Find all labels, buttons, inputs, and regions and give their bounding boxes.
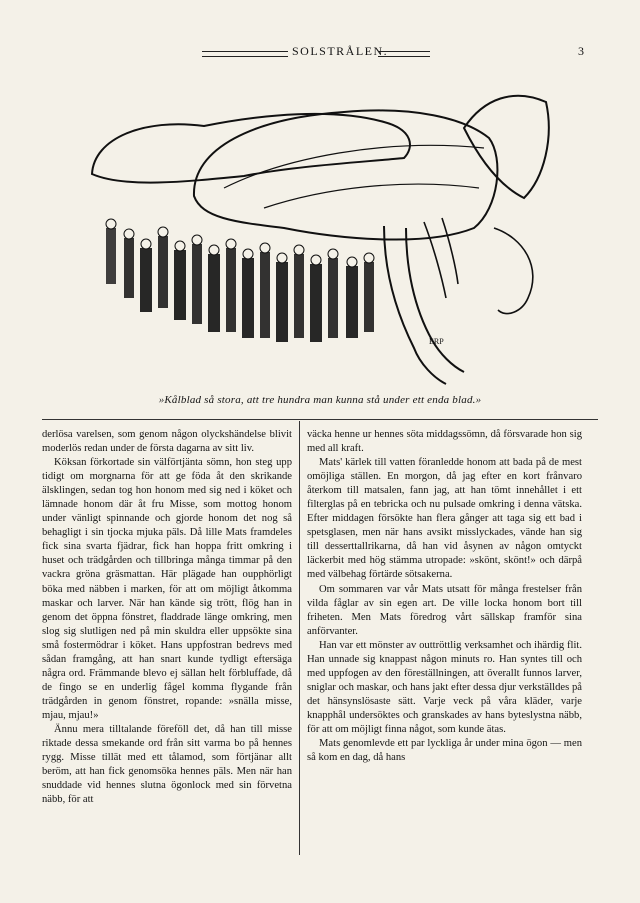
section-divider [42,419,598,420]
paragraph: väcka henne ur hennes söta middagssömn, då försvarade hon sig med all kraft. [307,429,582,455]
curled-leaf [494,228,533,314]
page-header [56,44,584,64]
paragraph: Mats genomlevde ett par lyckliga år under mina ögon — men så kom en dag, då hans [307,738,582,764]
header-rule-left [202,51,288,57]
right-column [307,428,582,765]
paragraph: Köksan förkortade sin välförtjänta sömn, hon steg upp tidigt om morgnarna för att ge föda åt den skrikande älsklingen, sedan tog hon honom med sig ned i köket och lämnade honom där åt fru Misse, som mottog honom under vänligt spinnande och gjorde honom det nog så behagligt i sin tjocka mjuka päls. Då lille Mats framdeles fick sina svarta fjädrar, fick han hoppa fritt omkring i huset och trädgården och tillbringa många timmar på den vackra gröna gräsmattan. Här plägade han oupphörligt böka med näbben i marken, för att om möjligt åtkomma maskar och larver. När han kände sig trött, flög han in genom det öppna fönstret, fladdrade länge omkring, men slog sig slutligen ned på min skuldra eller uppsökte sina små fostermödrar i köket. Hans uppfostran bedrevs med sådan framgång, att han snart kunde tydligt eftersäga några ord. Främmande blevo ej sällan helt förbluffade, då de fingo se en underlig fågel komma flygande från trädgården in genom fönstret, ropande: »snälla misse, mjau, mjau!» [42,457,292,721]
illustration-caption: »Kålblad så stora, att tre hundra man kunna stå under ett enda blad.» [158,394,482,406]
cabbage-leaf-1 [92,114,410,183]
paragraph: Han var ett mönster av outtröttlig verksamhet och ihärdig flit. Han unnade sig knappast någon minuts ro. Han syntes till och med uppfogen av den föreställningen, att överallt funnos larver, sniglar och maskar, och hans jakt efter dessa djur verkställdes på det hänsynslösaste sätt. Varje veck på våra kläder, varje knapphål undersöktes och granskades av hans byteslystna näbb, för att om möjligt finna något, som kunde ätas. [307,639,582,735]
page-number: 3 [578,44,584,58]
leaf-vein [224,145,484,188]
leaf-vein-2 [264,184,479,208]
left-column [42,428,292,807]
header-rule-right [378,51,430,57]
paragraph: Mats' kärlek till vatten föranledde honom att bada på de mest omöjliga ställen. En morgon, då jag efter en kort frånvaro återkom till matsalen, fann jag, att han tömt innehållet i ett filterglas på en tebricka och nu pulsade omkring i denna vätska. Efter middagen försökte han flera gånger att taga sig ett bad i spetsglasen, men när hans avsikt misslyckades, vände han sig till desserttallrikarna, då han vid åsynen av någon omtyckt läckerbit med hög stämma utropade: »skönt, skönt!» och därpå med välbehag förtärde sötsakerna. [307,457,582,581]
paragraph: derlösa varelsen, som genom någon olyckshändelse blivit moderlös redan under de första dagarna av sitt liv. [42,429,292,455]
artist-signature: ERP [429,337,444,346]
cabbage-leaf-2 [194,110,497,239]
tree-crowd-illustration [84,78,554,394]
running-title: SOLSTRÅLEN. [292,44,389,58]
paragraph: Ännu mera tilltalande föreföll det, då han till misse riktade dessa smekande ord från sitt varma bo på hennes rygg. Misse tillät med ett tålamod, som förtjänar allt beröm, att han fick genomsöka hennes päls. Men när han snuddade vid hennes slutna ögonlock med sin förvetna näbb, för att [42,723,292,806]
cabbage-stalk-2 [424,218,458,298]
paragraph: Om sommaren var vår Mats utsatt för många frestelser från vilda fåglar av sin egen art. De ville locka honom bort till friheten. Men Mats föredrog vårt sällskap framför sina anförvanter. [307,583,582,637]
column-divider [299,421,300,855]
